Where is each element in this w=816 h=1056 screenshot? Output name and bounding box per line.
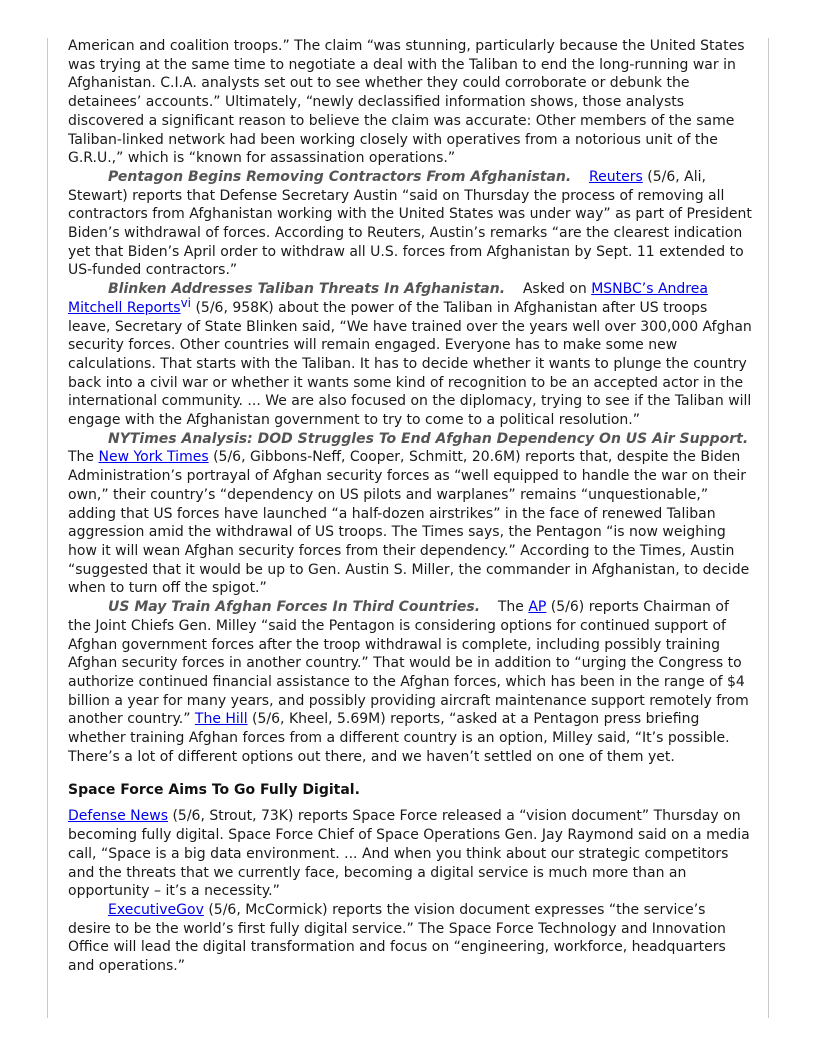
- paragraph-gru-intel: [68, 37, 752, 168]
- source-link-executivegov[interactable]: ExecutiveGov: [108, 901, 204, 918]
- paragraph-text: The: [68, 449, 99, 466]
- paragraph-text: (5/6, Kheel, 5.69M) reports, “asked at a Pentagon press briefing whether training Afghan forces from a different country is an option, Milley said, “It’s possible. There’s a lot of different options out there, and we haven’t settled on one of them yet.: [68, 711, 730, 765]
- paragraph-text: (5/6, Ali, Stewart) reports that Defense Secretary Austin “said on Thursday the process of removing all contractors from Afghanistan working with the United States was under way” as part of President Biden’s withdrawal of forces. According to Reuters, Austin’s remarks “are the clearest indication yet that Biden’s April order to withdraw all U.S. forces from Afghanistan by Sept. 11 extended to US-funded contractors.”: [68, 168, 752, 279]
- footnote-marker[interactable]: vi: [180, 295, 192, 310]
- paragraph-text: The: [497, 599, 529, 616]
- story-headline: US May Train Afghan Forces In Third Countries.: [108, 599, 481, 616]
- paragraph-text: (5/6, 958K) about the power of the Taliban in Afghanistan after US troops leave, Secretary of State Blinken said, “We have trained over the years well over 300,000 Afghan security forces. Other countries will remain engaged. Everyone has to make some new calculations. That starts with the Taliban. It has to decide whether it wants to plunge the country back into a civil war or whether it wants some kind of recognition to be an accepted actor in the international community. ... We are also focused on the diplomacy, trying to see if the Taliban will engage with the Afghanistan government to try to come to a political resolution.”: [68, 299, 752, 429]
- source-link-ap[interactable]: AP: [528, 599, 547, 616]
- paragraph-blinken: [68, 280, 752, 430]
- source-link-msnbc[interactable]: MSNBC’s Andrea Mitchell Reports: [68, 281, 708, 316]
- paragraph-text: American and coalition troops.” The claim “was stunning, particularly because the United States was trying at the same time to negotiate a deal with the Taliban to end the long-running war in Afghanistan. C.I.A. analysts set out to see whether they could corroborate or debunk the detainees’ accounts.” Ultimately, “newly declassified information shows, those analysts discovered a significant reason to believe the claim was accurate: Other members of the same Taliban-linked network had been working closely with operatives from a notorious unit of the G.R.U.,” which is “known for assassination operations.”: [68, 38, 745, 167]
- story-headline: Pentagon Begins Removing Contractors From Afghanistan.: [108, 168, 572, 185]
- paragraph-nytimes-analysis: [68, 430, 752, 598]
- section-heading: Space Force Aims To Go Fully Digital.: [68, 782, 360, 799]
- paragraph-third-countries: [68, 598, 752, 766]
- paragraph-text: (5/6, Gibbons-Neff, Cooper, Schmitt, 20.6M) reports that, despite the Biden Administration’s portrayal of Afghan security forces as “well equipped to handle the war on their own,” their country’s “dependency on US pilots and warplanes” remains “unquestionable,” adding that US forces have launched “a half-dozen airstrikes” in the face of renewed Taliban aggression amid the withdrawal of US troops. The Times says, the Pentagon “is now weighing how it will wean Afghan security forces from their dependency.” According to the Times, Austin “suggested that it would be up to Gen. Austin S. Miller, the commander in Afghanistan, to decide when to turn off the spigot.”: [68, 449, 750, 597]
- document-page: [68, 37, 752, 976]
- paragraph-text: Asked on: [522, 281, 592, 298]
- paragraph-defense-news: [68, 807, 752, 901]
- story-headline: Blinken Addresses Taliban Threats In Afghanistan.: [108, 281, 506, 298]
- paragraph-text: (5/6, Strout, 73K) reports Space Force released a “vision document” Thursday on becoming fully digital. Space Force Chief of Space Operations Gen. Jay Raymond said on a media call, “Space is a big data environment. ... And when you think about our strategic competitors and the threats that we currently face, becoming a digital service is much more than an opportunity – it’s a necessity.”: [68, 808, 750, 900]
- source-link-reuters[interactable]: Reuters: [589, 168, 643, 185]
- right-margin-rule: [768, 38, 769, 1018]
- paragraph-text: (5/6) reports Chairman of the Joint Chiefs Gen. Milley “said the Pentagon is considering options for continued support of Afghan government forces after the troop withdrawal is complete, including possibly training Afghan security forces in another country.” That would be in addition to “urging the Congress to authorize continued financial assistance to the Afghan forces, which has been in the range of $4 billion a year for many years, and possibly providing aircraft maintenance support remotely from another country.”: [68, 599, 749, 728]
- source-link-defense-news[interactable]: Defense News: [68, 808, 168, 825]
- paragraph-contractors: [68, 168, 752, 280]
- left-margin-rule: [47, 38, 48, 1018]
- paragraph-text: (5/6, McCormick) reports the vision document expresses “the service’s desire to be the world’s first fully digital service.” The Space Force Technology and Innovation Office will lead the digital transformation and focus on “engineering, workforce, headquarters and operations.”: [68, 901, 726, 975]
- story-headline: NYTimes Analysis: DOD Struggles To End Afghan Dependency On US Air Support.: [108, 430, 749, 447]
- source-link-nytimes[interactable]: New York Times: [98, 449, 209, 466]
- source-link-the-hill[interactable]: The Hill: [194, 711, 248, 728]
- paragraph-executivegov: [68, 901, 752, 976]
